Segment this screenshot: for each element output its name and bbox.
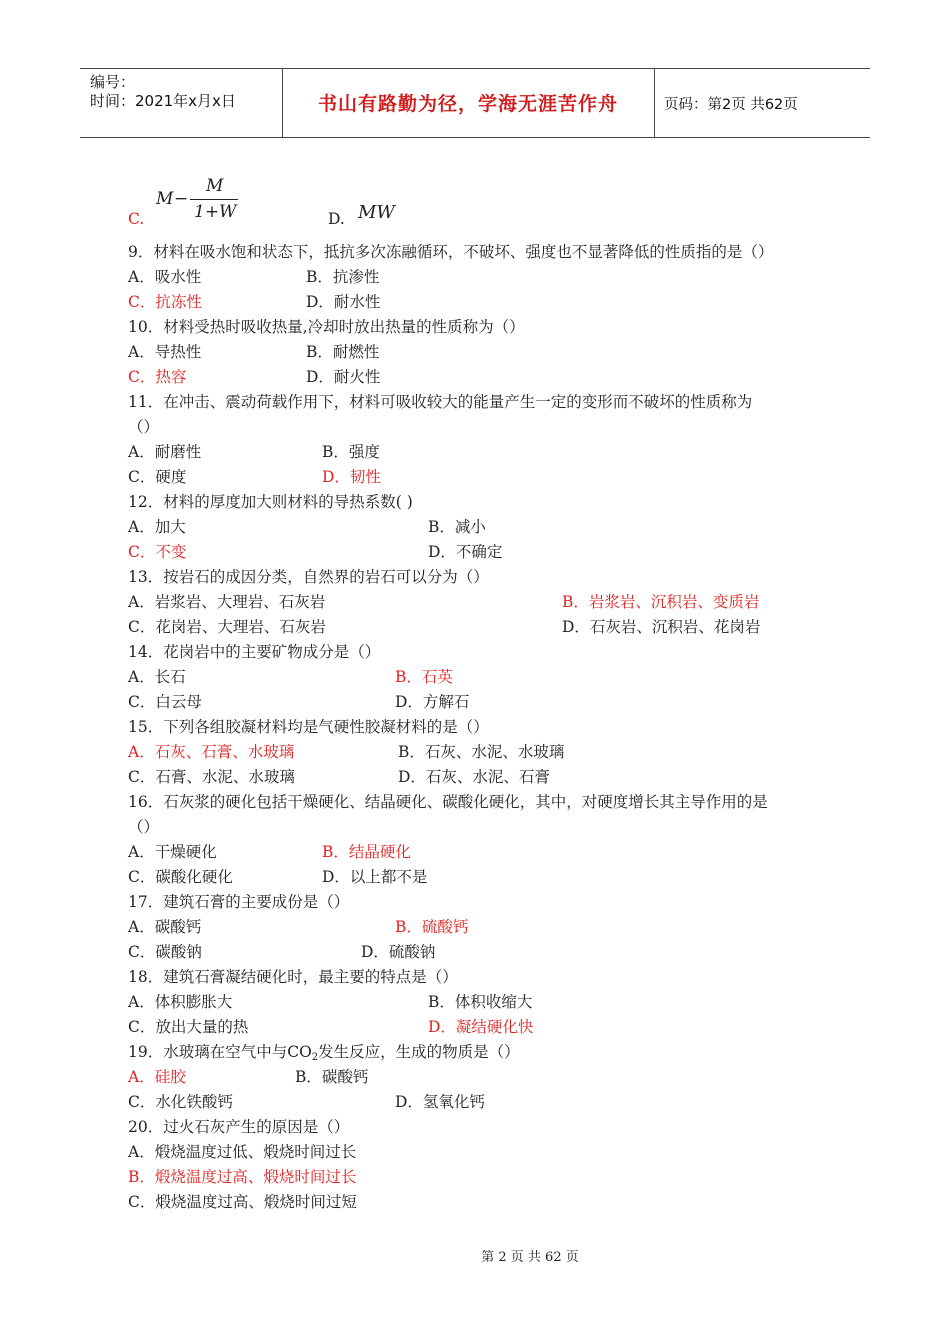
q11-option-a: A．耐磨性 xyxy=(128,443,202,461)
q17-option-c: C．碳酸钠 xyxy=(128,943,202,961)
header-meta xyxy=(90,73,236,111)
q16-option-a: A．干燥硬化 xyxy=(128,843,217,861)
q18-option-d: D．凝结硬化快 xyxy=(428,1018,534,1036)
question-14: 14．花岗岩中的主要矿物成分是（） xyxy=(128,643,381,661)
q19-option-c: C．水化铁酸钙 xyxy=(128,1093,233,1111)
question-16: 16．石灰浆的硬化包括干燥硬化、结晶硬化、碳酸化硬化，其中，对硬度增长其主导作用的是 xyxy=(128,793,768,811)
q9-option-c: C．抗冻性 xyxy=(128,293,202,311)
formula-minus: − xyxy=(174,189,189,209)
question-19 xyxy=(128,1042,520,1068)
question-11: 11．在冲击、震动荷载作用下，材料可吸收较大的能量产生一定的变形而不破坏的性质称为 xyxy=(128,393,753,411)
formula-c xyxy=(156,176,246,224)
q11-option-c: C．硬度 xyxy=(128,468,187,486)
header-id-label: 编号： xyxy=(90,73,136,91)
page-header xyxy=(80,68,870,138)
q17-option-a: A．碳酸钙 xyxy=(128,918,202,936)
header-motto: 书山有路勤为径，学海无涯苦作舟 xyxy=(317,93,618,115)
q19-option-d: D．氢氧化钙 xyxy=(395,1093,485,1111)
q14-option-d: D．方解石 xyxy=(395,693,470,711)
q20-option-c: C．煅烧温度过高、煅烧时间过短 xyxy=(128,1193,357,1211)
formula-numerator: M xyxy=(206,176,224,196)
q15-option-a: A．石灰、石膏、水玻璃 xyxy=(128,743,295,761)
q20-option-a: A．煅烧温度过低、煅烧时间过长 xyxy=(128,1143,357,1161)
q12-option-b: B．减小 xyxy=(428,518,486,536)
q20-option-b: B．煅烧温度过高、煅烧时间过长 xyxy=(128,1168,357,1186)
question-15: 15．下列各组胶凝材料均是气硬性胶凝材料的是（） xyxy=(128,718,489,736)
q12-option-c: C．不变 xyxy=(128,543,187,561)
q10-option-a: A．导热性 xyxy=(128,343,202,361)
page-footer: 第 2 页 共 62 页 xyxy=(481,1250,579,1265)
q17-option-b: B．硫酸钙 xyxy=(395,918,469,936)
header-time-label: 时间：2021年x月x日 xyxy=(90,92,236,110)
q10-option-b: B．耐燃性 xyxy=(306,343,380,361)
q10-option-c: C．热容 xyxy=(128,368,187,386)
question-9: 9．材料在吸水饱和状态下，抵抗多次冻融循环，不破坏、强度也不显著降低的性质指的是（） xyxy=(128,243,774,261)
question-19-text-end: 发生反应，生成的物质是（） xyxy=(318,1043,520,1061)
q15-option-b: B．石灰、水泥、水玻璃 xyxy=(398,743,565,761)
question-12: 12．材料的厚度加大则材料的导热系数( ) xyxy=(128,493,413,511)
question-18: 18．建筑石膏凝结硬化时，最主要的特点是（） xyxy=(128,968,458,986)
q9-option-b: B．抗渗性 xyxy=(306,268,380,286)
q13-option-c: C．花岗岩、大理岩、石灰岩 xyxy=(128,618,326,636)
q13-option-d: D．石灰岩、沉积岩、花岗岩 xyxy=(562,618,761,636)
q14-option-b: B．石英 xyxy=(395,668,453,686)
q18-option-c: C．放出大量的热 xyxy=(128,1018,249,1036)
q13-option-b: B．岩浆岩、沉积岩、变质岩 xyxy=(562,593,760,611)
question-13: 13．按岩石的成因分类，自然界的岩石可以分为（） xyxy=(128,568,489,586)
q11-option-d: D．韧性 xyxy=(322,468,381,486)
fraction-bar xyxy=(190,199,238,200)
q15-option-d: D．石灰、水泥、石膏 xyxy=(398,768,550,786)
question-19-text: 19．水玻璃在空气中与CO xyxy=(128,1043,312,1061)
q10-option-d: D．耐火性 xyxy=(306,368,381,386)
q12-option-a: A．加大 xyxy=(128,518,186,536)
formula-d-expr: MW xyxy=(358,202,395,223)
q9-option-a: A．吸水性 xyxy=(128,268,202,286)
q9-option-d: D．耐水性 xyxy=(306,293,381,311)
q12-option-d: D．不确定 xyxy=(428,543,503,561)
q18-option-b: B．体积收缩大 xyxy=(428,993,533,1011)
formula-c-label: C. xyxy=(128,210,145,228)
q16-option-b: B．结晶硬化 xyxy=(322,843,411,861)
header-divider xyxy=(654,69,655,137)
formula-denominator: 1+W xyxy=(194,202,237,222)
question-19-subscript: 2 xyxy=(311,1052,319,1063)
question-11-paren: （） xyxy=(128,418,160,436)
question-10: 10．材料受热时吸收热量,冷却时放出热量的性质称为（） xyxy=(128,318,525,336)
q19-option-b: B．碳酸钙 xyxy=(295,1068,369,1086)
q17-option-d: D．硫酸钠 xyxy=(361,943,436,961)
q16-option-c: C．碳酸化硬化 xyxy=(128,868,233,886)
q19-option-a: A．硅胶 xyxy=(128,1068,186,1086)
q15-option-c: C．石膏、水泥、水玻璃 xyxy=(128,768,295,786)
q11-option-b: B．强度 xyxy=(322,443,380,461)
question-17: 17．建筑石膏的主要成份是（） xyxy=(128,893,350,911)
question-16-paren: （） xyxy=(128,818,160,836)
header-page-info: 页码：第2页 共62页 xyxy=(664,97,798,113)
formula-lhs: M xyxy=(156,189,174,209)
q16-option-d: D．以上都不是 xyxy=(322,868,428,886)
q18-option-a: A．体积膨胀大 xyxy=(128,993,233,1011)
q14-option-c: C．白云母 xyxy=(128,693,202,711)
question-20: 20．过火石灰产生的原因是（） xyxy=(128,1118,350,1136)
q14-option-a: A．长石 xyxy=(128,668,186,686)
q13-option-a: A．岩浆岩、大理岩、石灰岩 xyxy=(128,593,326,611)
formula-d-label: D. xyxy=(328,210,345,228)
